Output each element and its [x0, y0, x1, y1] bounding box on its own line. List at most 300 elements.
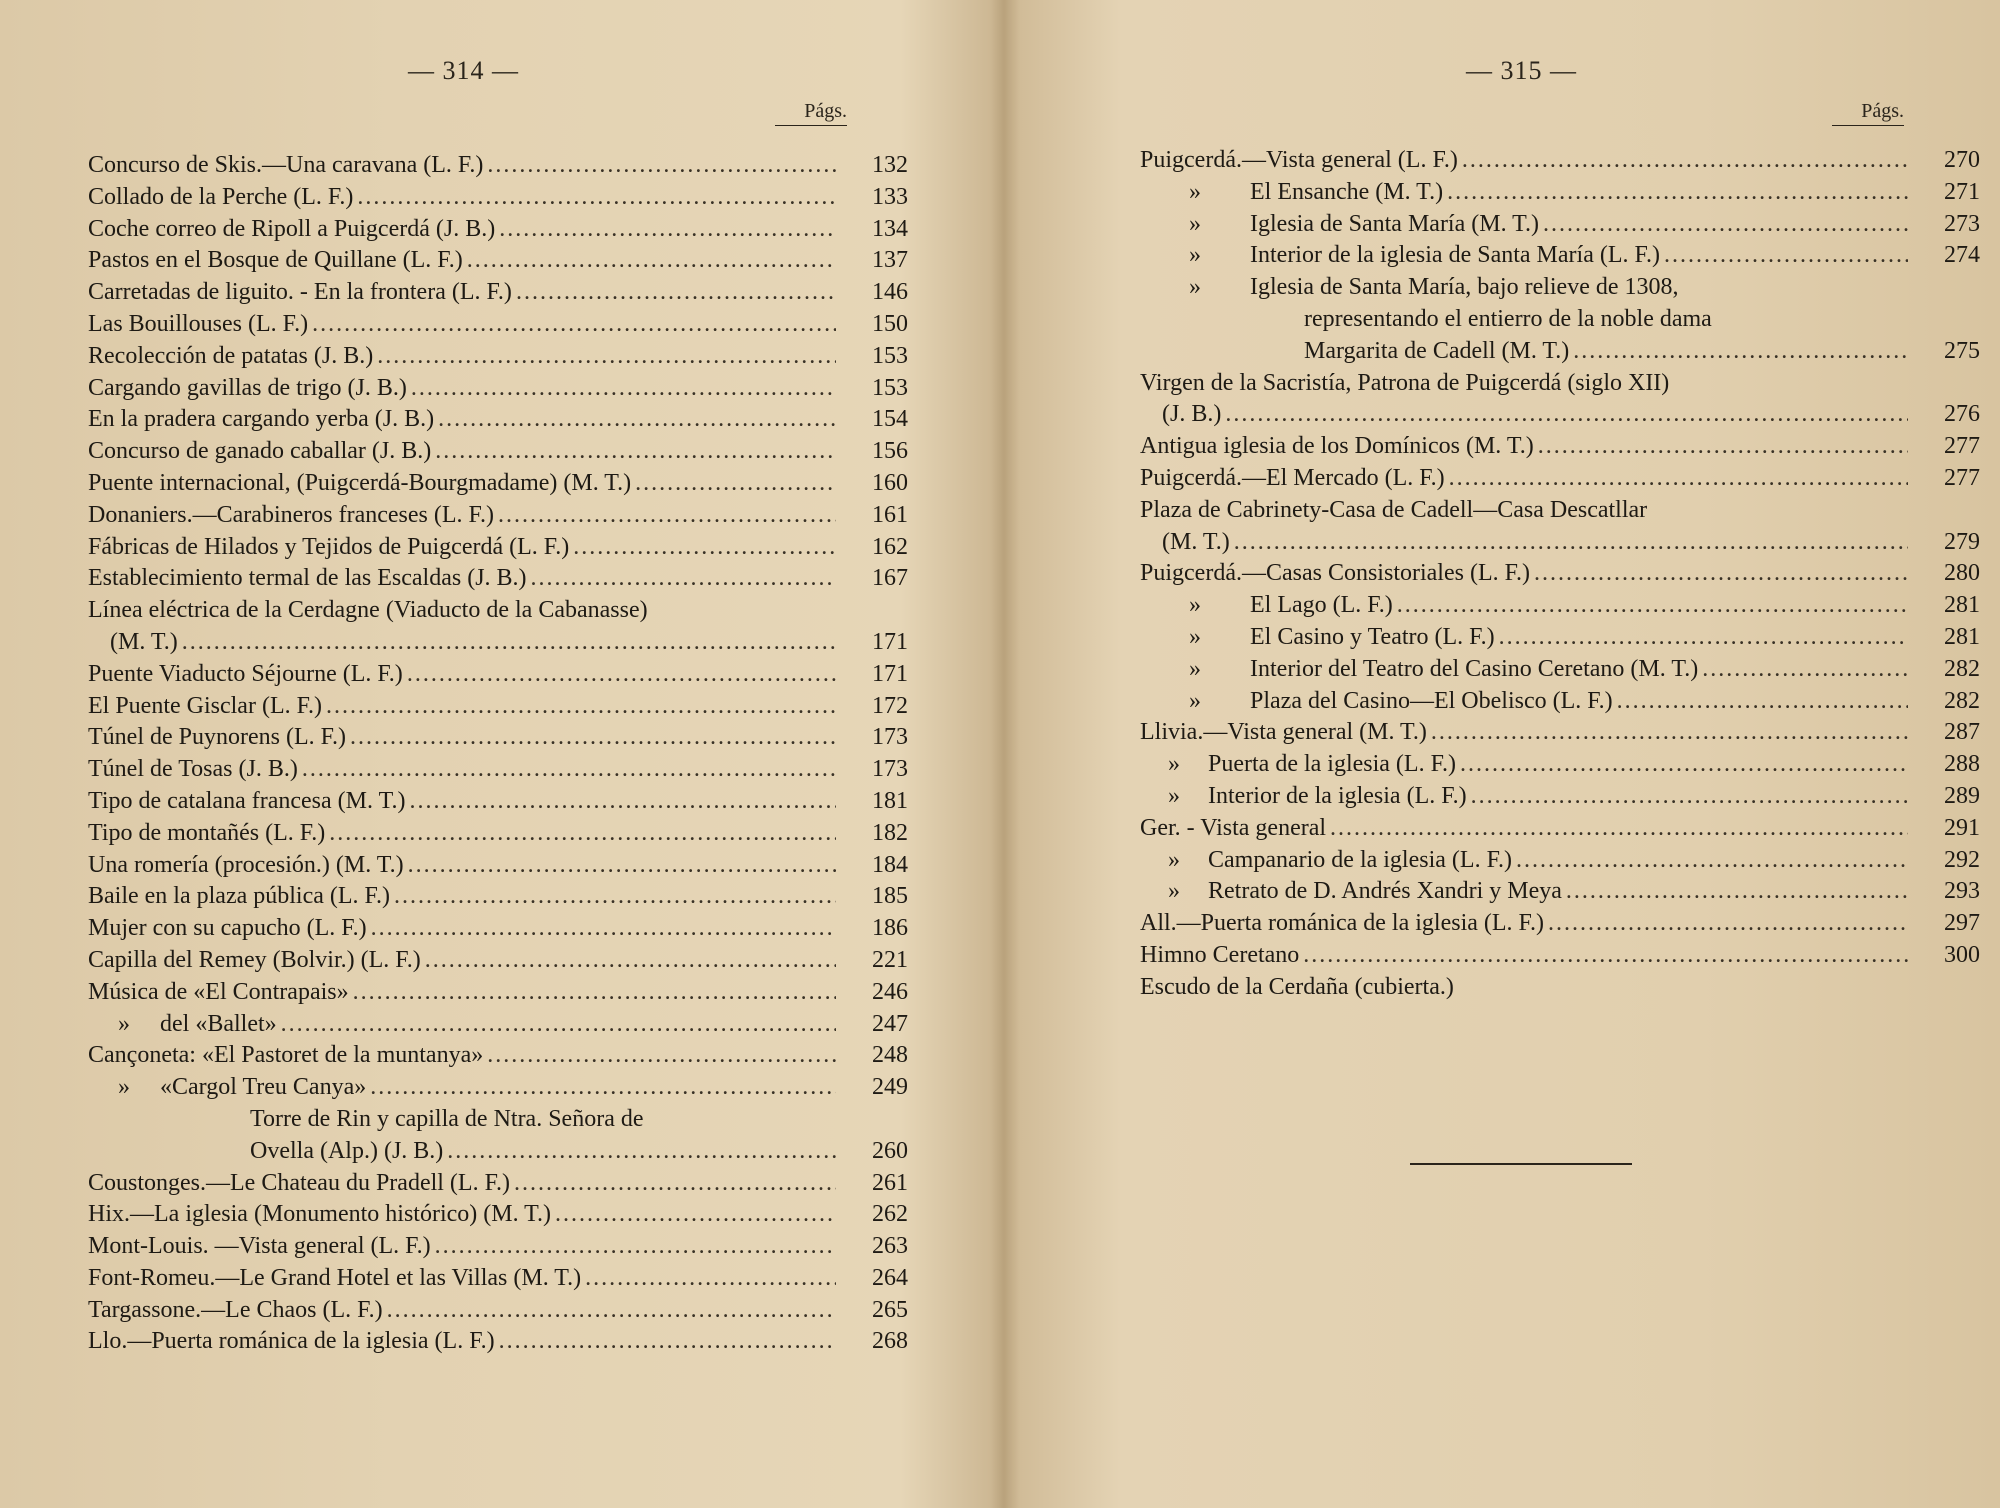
entry-line [88, 818, 840, 850]
entry-line [1140, 590, 1912, 622]
entry-line [1140, 177, 1912, 209]
leader-dots [387, 1295, 836, 1327]
page-ref: 134 [872, 215, 908, 242]
entry-title: Plaza de Cabrinety-Casa de Cadell—Casa Descatllar [1140, 496, 1648, 523]
entry-title: Coche correo de Ripoll a Puigcerdá (J. B.) [88, 215, 496, 242]
leader-dots [516, 277, 836, 309]
entry-title-continued: Ovella (Alp.) (J. B.) [250, 1137, 444, 1164]
page-ref: 246 [872, 978, 908, 1005]
index-entry [1140, 622, 1980, 654]
entry-title: Carretadas de liguito. - En la frontera (L. F.) [88, 279, 512, 306]
entry-title: Cançoneta: «El Pastoret de la muntanya» [88, 1042, 484, 1069]
entry-title: Iglesia de Santa María (M. T.) [1250, 210, 1540, 237]
entry-title: Recolección de patatas (J. B.) [88, 342, 374, 369]
entry-title: Pastos en el Bosque de Quillane (L. F.) [88, 247, 463, 274]
page-ref: 282 [1944, 655, 1980, 682]
entry-title: Establecimiento termal de las Escaldas (J. B.) [88, 565, 527, 592]
index-entry [88, 1009, 908, 1041]
entry-line [88, 436, 840, 468]
index-entry [88, 373, 908, 405]
entry-line [1140, 908, 1912, 940]
page-ref: 271 [1944, 178, 1980, 205]
column-header: Págs. [775, 100, 847, 126]
leader-dots [1702, 654, 1908, 686]
leader-dots [1471, 781, 1908, 813]
page-ref: 289 [1944, 782, 1980, 809]
leader-dots [573, 532, 836, 564]
ditto-mark: » [1189, 210, 1201, 237]
entry-title: Virgen de la Sacristía, Patrona de Puigcerdá (siglo XII) [1140, 369, 1670, 396]
entry-title-continued: (M. T.) [110, 628, 178, 655]
entry-title: All.—Puerta románica de la iglesia (L. F.) [1140, 910, 1544, 937]
entry-title: del «Ballet» [160, 1010, 277, 1037]
entry-line [88, 341, 840, 373]
entry-title: Collado de la Perche (L. F.) [88, 183, 354, 210]
leader-dots [499, 1326, 836, 1358]
entry-line [88, 627, 840, 659]
entry-title: Donaniers.—Carabineros franceses (L. F.) [88, 501, 494, 528]
ditto-mark: » [1168, 751, 1180, 778]
page-ref: 248 [872, 1042, 908, 1069]
entry-title-continued: representando el entierro de la noble dama [1304, 305, 1712, 332]
index-entry [88, 913, 908, 945]
entry-title: Capilla del Remey (Bolvir.) (L. F.) [88, 946, 421, 973]
entry-title: Una romería (procesión.) (M. T.) [88, 851, 404, 878]
entry-title: Puigcerdá.—Vista general (L. F.) [1140, 147, 1458, 173]
index-entry [88, 500, 908, 532]
index-entry [88, 691, 908, 723]
page-ref: 160 [872, 469, 908, 496]
leader-dots [1462, 145, 1908, 177]
entry-line [1140, 463, 1912, 495]
index-entry [88, 309, 908, 341]
page-ref: 173 [872, 756, 908, 783]
leader-dots [487, 1040, 836, 1072]
leader-dots [1225, 399, 1908, 431]
entry-title: Antigua iglesia de los Domínicos (M. T.) [1140, 433, 1534, 460]
entry-line [1140, 876, 1912, 908]
entry-line [1140, 304, 1912, 336]
index-entry [88, 532, 908, 564]
entry-line [1140, 972, 1912, 1004]
entry-line [88, 182, 840, 214]
entry-line [1140, 209, 1912, 241]
leader-dots [514, 1168, 836, 1200]
index-entry [88, 818, 908, 850]
entry-title: Puerta de la iglesia (L. F.) [1208, 751, 1457, 778]
index-entry [1140, 272, 1980, 367]
entry-line [1140, 781, 1912, 813]
leader-dots [1499, 622, 1908, 654]
entry-title: Himno Ceretano [1140, 941, 1300, 968]
index-entry [1140, 876, 1980, 908]
entry-title: «Cargol Treu Canya» [160, 1074, 367, 1101]
index-entry [88, 945, 908, 977]
entry-line [88, 1104, 840, 1136]
page-ref: 173 [872, 724, 908, 751]
page-ref: 247 [872, 1010, 908, 1037]
page-ref: 186 [872, 915, 908, 942]
index-entry [88, 754, 908, 786]
page-ref: 133 [872, 183, 908, 210]
entry-title: Campanario de la iglesia (L. F.) [1208, 846, 1512, 873]
entry-title: Tipo de montañés (L. F.) [88, 819, 326, 846]
leader-dots [371, 913, 836, 945]
page-ref: 281 [1944, 623, 1980, 650]
entry-title: Línea eléctrica de la Cerdagne (Viaducto de la Cabanasse) [88, 597, 648, 624]
page-ref: 146 [872, 279, 908, 306]
entry-title: Puente Viaducto Séjourne (L. F.) [88, 660, 403, 687]
entry-title: Targassone.—Le Chaos (L. F.) [88, 1296, 383, 1323]
index-entry [88, 436, 908, 468]
ditto-mark: » [1189, 623, 1201, 650]
index-entry [88, 1326, 908, 1358]
entry-title: Puigcerdá.—El Mercado (L. F.) [1140, 464, 1445, 491]
index-entry [88, 1072, 908, 1104]
entry-line [88, 1231, 840, 1263]
leader-dots [1617, 686, 1908, 718]
index-entry [1140, 209, 1980, 241]
leader-dots [635, 468, 836, 500]
entry-line [1140, 749, 1912, 781]
page-ref: 279 [1944, 528, 1980, 555]
leader-dots [1543, 209, 1908, 241]
entry-title: Túnel de Puynorens (L. F.) [88, 724, 347, 751]
leader-dots [357, 182, 836, 214]
entry-line [1140, 431, 1912, 463]
page-ref: 288 [1944, 751, 1980, 778]
page-ref: 280 [1944, 560, 1980, 587]
leader-dots [409, 786, 836, 818]
page-ref: 221 [872, 946, 908, 973]
leader-dots [408, 850, 836, 882]
leader-dots [425, 945, 836, 977]
entry-line [1140, 558, 1912, 590]
leader-dots [555, 1199, 836, 1231]
page-ref: 264 [872, 1264, 908, 1291]
entry-line [88, 1168, 840, 1200]
entry-line [88, 595, 840, 627]
ditto-mark: » [1168, 846, 1180, 873]
index-entry [1140, 781, 1980, 813]
entry-title: Hix.—La iglesia (Monumento histórico) (M. T.) [88, 1201, 552, 1228]
leader-dots [435, 436, 836, 468]
entry-line [1140, 368, 1912, 400]
leader-dots [585, 1263, 836, 1295]
entry-title: Fábricas de Hilados y Tejidos de Puigcerdá (L. F.) [88, 533, 570, 560]
entry-title: Concurso de ganado caballar (J. B.) [88, 438, 432, 465]
page-ref: 291 [1944, 814, 1980, 841]
index-entry [88, 1231, 908, 1263]
leader-dots [377, 341, 836, 373]
entry-line [1140, 240, 1912, 272]
entry-line [88, 786, 840, 818]
leader-dots [1566, 876, 1908, 908]
leader-dots [329, 818, 836, 850]
leader-dots [1397, 590, 1908, 622]
index-entry [88, 1295, 908, 1327]
entry-line [88, 277, 840, 309]
entry-title: Mujer con su capucho (L. F.) [88, 915, 367, 942]
page-ref: 287 [1944, 719, 1980, 746]
entry-title: Iglesia de Santa María, bajo relieve de 1308, [1250, 274, 1679, 301]
entry-line [88, 850, 840, 882]
end-rule [1410, 1163, 1632, 1165]
entry-title-continued: (M. T.) [1162, 528, 1230, 555]
index-entry [1140, 240, 1980, 272]
page-ref: 277 [1944, 433, 1980, 460]
entry-line [1140, 845, 1912, 877]
entry-title: Concurso de Skis.—Una caravana (L. F.) [88, 152, 484, 178]
entry-line [88, 468, 840, 500]
leader-dots [350, 722, 836, 754]
page-ref: 156 [872, 438, 908, 465]
entry-line [1140, 686, 1912, 718]
page-ref: 277 [1944, 464, 1980, 491]
entry-title: Retrato de D. Andrés Xandri y Meya [1208, 878, 1562, 905]
entry-title: El Puente Gisclar (L. F.) [88, 692, 323, 719]
page-ref: 182 [872, 819, 908, 846]
index-entry [1140, 368, 1980, 432]
leader-dots [312, 309, 836, 341]
page-ref: 300 [1944, 941, 1980, 968]
index-entry [88, 1199, 908, 1231]
entry-line [88, 754, 840, 786]
page-ref: 292 [1944, 846, 1980, 873]
leader-dots [326, 691, 836, 723]
entry-title: Interior del Teatro del Casino Ceretano (M. T.) [1250, 655, 1699, 682]
entry-line [88, 404, 840, 436]
index-entry [88, 468, 908, 500]
leader-dots [467, 245, 836, 277]
index-entry [1140, 495, 1980, 559]
ditto-mark: » [1189, 178, 1201, 205]
index-entry [1140, 749, 1980, 781]
entry-line [1140, 527, 1912, 559]
index-entry [88, 1168, 908, 1200]
entry-line [88, 1199, 840, 1231]
entry-title: Interior de la iglesia (L. F.) [1208, 782, 1467, 809]
index-entry [88, 850, 908, 882]
entry-title: Tipo de catalana francesa (M. T.) [88, 787, 406, 814]
page-number: — 315 — [1466, 56, 1577, 85]
entry-title: Música de «El Contrapais» [88, 978, 349, 1005]
entry-line [88, 881, 840, 913]
index-entry [88, 1263, 908, 1295]
index-entry [1140, 177, 1980, 209]
page-ref: 181 [872, 787, 908, 814]
index-entry [1140, 590, 1980, 622]
entry-title: En la pradera cargando yerba (J. B.) [88, 406, 435, 433]
entry-line [88, 500, 840, 532]
leader-dots [1330, 813, 1908, 845]
leader-dots [281, 1009, 836, 1041]
leader-dots [353, 977, 836, 1009]
entry-title-continued: (J. B.) [1162, 401, 1222, 428]
entry-line [1140, 336, 1912, 368]
entry-title: Interior de la iglesia de Santa María (L. F.) [1250, 242, 1660, 269]
entry-title: El Ensanche (M. T.) [1250, 178, 1444, 205]
page-ref: 185 [872, 883, 908, 910]
page-ref: 297 [1944, 910, 1980, 937]
index-list [88, 150, 908, 1358]
column-header: Págs. [1832, 100, 1904, 126]
leader-dots [1447, 177, 1908, 209]
ditto-mark: » [1189, 655, 1201, 682]
ditto-mark: » [1189, 274, 1201, 301]
index-entry [1140, 463, 1980, 495]
index-entry [1140, 940, 1980, 972]
entry-line [1140, 940, 1912, 972]
page-ref: 167 [872, 565, 908, 592]
page-ref: 172 [872, 692, 908, 719]
index-entry [88, 150, 908, 182]
leader-dots [411, 373, 836, 405]
ditto-mark: » [1189, 592, 1201, 619]
entry-title: Font-Romeu.—Le Grand Hotel et las Villas (M. T.) [88, 1264, 582, 1291]
leader-dots [1460, 749, 1908, 781]
entry-title: Puente internacional, (Puigcerdá-Bourgmadame) (M. T.) [88, 469, 632, 496]
entry-line [88, 532, 840, 564]
entry-title: Escudo de la Cerdaña (cubierta.) [1140, 973, 1454, 1000]
leader-dots [1548, 908, 1908, 940]
page-ref: 249 [872, 1074, 908, 1101]
index-entry [88, 1104, 908, 1168]
index-entry [1140, 717, 1980, 749]
entry-title: El Casino y Teatro (L. F.) [1250, 623, 1495, 650]
entry-line [1140, 622, 1912, 654]
entry-line [88, 1263, 840, 1295]
page-ref: 154 [872, 406, 908, 433]
entry-line [88, 1136, 840, 1168]
leader-dots [302, 754, 836, 786]
entry-title: Baile en la plaza pública (L. F.) [88, 883, 390, 910]
page-ref: 162 [872, 533, 908, 560]
leader-dots [407, 659, 836, 691]
entry-line [88, 563, 840, 595]
leader-dots [531, 563, 836, 595]
entry-title: Cargando gavillas de trigo (J. B.) [88, 374, 407, 401]
leader-dots [1664, 240, 1908, 272]
leader-dots [394, 881, 836, 913]
leader-dots [438, 404, 836, 436]
entry-line [88, 913, 840, 945]
leader-dots [1573, 336, 1908, 368]
page-ref: 184 [872, 851, 908, 878]
entry-line [1140, 399, 1912, 431]
leader-dots [447, 1136, 836, 1168]
ditto-mark: » [1189, 687, 1201, 714]
entry-line [1140, 272, 1912, 304]
entry-line [88, 1295, 840, 1327]
entry-line [1140, 813, 1912, 845]
ditto-mark: » [118, 1074, 130, 1101]
entry-line [88, 722, 840, 754]
index-entry [1140, 431, 1980, 463]
leader-dots [370, 1072, 836, 1104]
leader-dots [1538, 431, 1908, 463]
entry-line [88, 977, 840, 1009]
page-ref: 276 [1944, 401, 1980, 428]
entry-title: Llivia.—Vista general (M. T.) [1140, 719, 1427, 746]
entry-title: Puigcerdá.—Casas Consistoriales (L. F.) [1140, 560, 1531, 587]
index-entry [1140, 845, 1980, 877]
page-ref: 270 [1944, 147, 1980, 173]
entry-line [88, 214, 840, 246]
index-entry [88, 404, 908, 436]
index-entry [88, 563, 908, 595]
leader-dots [435, 1231, 836, 1263]
leader-dots [487, 150, 836, 182]
entry-title: Mont-Louis. —Vista general (L. F.) [88, 1233, 431, 1260]
leader-dots [1534, 558, 1908, 590]
index-entry [1140, 686, 1980, 718]
leader-dots [1303, 940, 1908, 972]
index-entry [1140, 558, 1980, 590]
right-page [1004, 0, 2000, 1508]
page-ref: 132 [872, 152, 908, 178]
entry-title: Túnel de Tosas (J. B.) [88, 756, 298, 783]
page-ref: 150 [872, 310, 908, 337]
entry-line [88, 150, 840, 182]
entry-title-continued: Margarita de Cadell (M. T.) [1304, 337, 1570, 364]
page-ref: 281 [1944, 592, 1980, 619]
entry-line [88, 1326, 840, 1358]
entry-line [1140, 717, 1912, 749]
page-ref: 153 [872, 342, 908, 369]
entry-title: Llo.—Puerta románica de la iglesia (L. F.) [88, 1328, 495, 1355]
index-entry [88, 214, 908, 246]
entry-line [88, 245, 840, 277]
leader-dots [1516, 845, 1908, 877]
page-ref: 268 [872, 1328, 908, 1355]
index-entry [88, 1040, 908, 1072]
index-entry [1140, 654, 1980, 686]
entry-line [88, 691, 840, 723]
entry-title: El Lago (L. F.) [1250, 592, 1393, 619]
index-entry [1140, 145, 1980, 177]
page-ref: 265 [872, 1296, 908, 1323]
page-ref: 153 [872, 374, 908, 401]
page-ref: 293 [1944, 878, 1980, 905]
index-entry [88, 341, 908, 373]
ditto-mark: » [1168, 782, 1180, 809]
entry-line [88, 945, 840, 977]
entry-line [1140, 145, 1912, 177]
leader-dots [1449, 463, 1908, 495]
entry-line [88, 1072, 840, 1104]
page-ref: 261 [872, 1169, 908, 1196]
entry-title: Las Bouillouses (L. F.) [88, 310, 309, 337]
page-ref: 282 [1944, 687, 1980, 714]
leader-dots [1234, 527, 1908, 559]
index-entry [1140, 908, 1980, 940]
index-entry [88, 786, 908, 818]
index-entry [88, 659, 908, 691]
page-ref: 273 [1944, 210, 1980, 237]
page-ref: 260 [872, 1137, 908, 1164]
entry-line [1140, 495, 1912, 527]
entry-title: Plaza del Casino—El Obelisco (L. F.) [1250, 687, 1613, 714]
page-ref: 274 [1944, 242, 1980, 269]
page-ref: 262 [872, 1201, 908, 1228]
index-entry [88, 595, 908, 659]
ditto-mark: » [1168, 878, 1180, 905]
page-ref: 137 [872, 247, 908, 274]
index-entry [88, 722, 908, 754]
entry-title: Torre de Rin y capilla de Ntra. Señora de [250, 1105, 644, 1132]
index-entry [88, 245, 908, 277]
